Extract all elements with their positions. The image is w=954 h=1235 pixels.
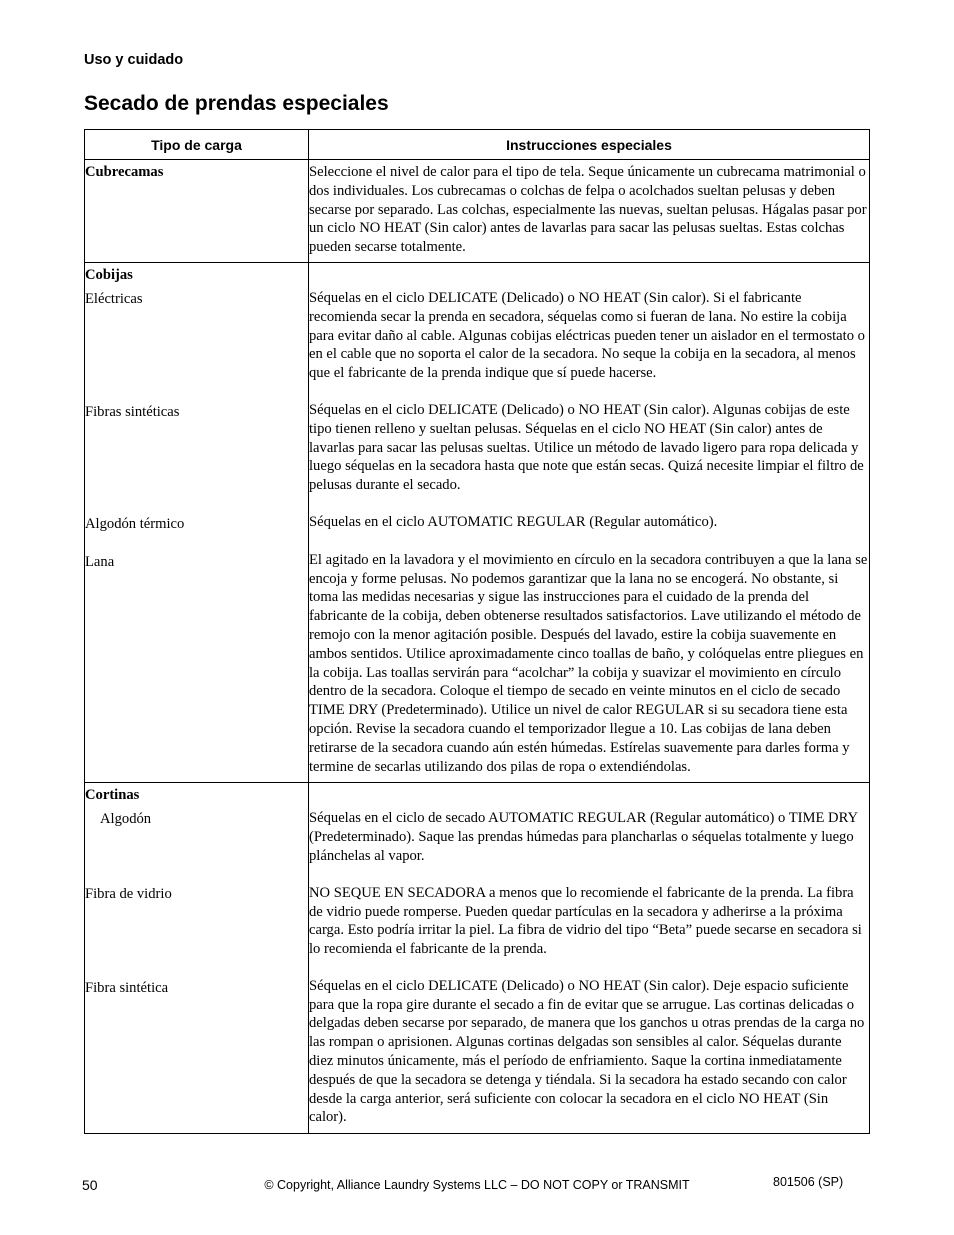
load-type-cell (85, 262, 309, 782)
load-type-synthetic-fiber: Fibras sintéticas (85, 403, 180, 420)
table-row (85, 160, 870, 263)
special-items-table (84, 129, 870, 1134)
copyright-notice: © Copyright, Alliance Laundry Systems LLC – DO NOT COPY or TRANSMIT (264, 1178, 690, 1192)
load-type-electric: Eléctricas (85, 290, 143, 307)
section-label: Uso y cuidado (84, 52, 184, 68)
column-header-load-type: Tipo de carga (85, 130, 309, 160)
load-type-wool: Lana (85, 553, 115, 570)
document-number: 801506 (SP) (773, 1175, 844, 1189)
table-row (85, 783, 870, 1134)
page-title: Secado de prendas especiales (84, 92, 389, 115)
instructions-cell (309, 160, 870, 263)
page-number: 50 (82, 1177, 98, 1193)
load-type-thermal-cotton: Algodón térmico (85, 515, 185, 532)
instructions-thermal-cotton: Séquelas en el ciclo AUTOMATIC REGULAR (Regular automático). (309, 513, 718, 530)
instructions-synthetic: Séquelas en el ciclo DELICATE (Delicado) o NO HEAT (Sin calor). Deje espacio suficiente para que la ropa gire durante el secado a fin de evitar que se arrugue. Las cortinas delicadas o delgadas deben secarse por separado, de manera que los ganchos u otras prendas de la carga no las rompan o aprisionen. Algunas cortinas delgadas son sensibles al calor. Séquelas durante diez minutos únicamente, más el período de enfriamiento. Saque la cortina inmediatamente después de que la secadora se detenga y tiéndala. Si la secadora ha estado secando con calor desde la carga anterior, será suficiente con colocar la secadora en el ciclo NO HEAT (Sin calor). (309, 977, 865, 1126)
instructions-electric: Séquelas en el ciclo DELICATE (Delicado) o NO HEAT (Sin calor). Si el fabricante recomienda secar la prenda en secadora, séquelas como si fueran de lana. No estire la cobija para evitar daño al cable. Algunas cobijas eléctricas pueden tener un aislador en el termostato o en el cable que no soporta el calor de la secadora. No seque la cobija en la secadora, al menos que el fabricante de la prenda indique que sí puede hacerse. (309, 289, 865, 382)
load-type-cell (85, 783, 309, 1134)
group-title-curtains: Cortinas (85, 787, 140, 804)
table-row (85, 262, 870, 782)
table-header-row (85, 130, 870, 160)
column-header-instructions: Instrucciones especiales (309, 130, 870, 160)
instructions-cell (309, 262, 870, 782)
load-type-cotton: Algodón (100, 811, 152, 828)
instructions-cotton: Séquelas en el ciclo de secado AUTOMATIC REGULAR (Regular automático) o TIME DRY (Predeterminado). Saque las prendas húmedas para plancharlas o séquelas totalmente y luego plánchelas al vapor. (309, 810, 858, 864)
instructions-fiberglass: NO SEQUE EN SECADORA a menos que lo recomiende el fabricante de la prenda. La fibra de vidrio puede romperse. Pueden quedar partículas en la secadora y adherirse a la próxima carga. Esto podría irritar la piel. La fibra de vidrio del tipo “Beta” puede secarse en secadora si lo recomienda el fabricante de la prenda. (309, 884, 862, 958)
instructions-cell (309, 783, 870, 1134)
group-title-blankets: Cobijas (85, 266, 133, 283)
instructions-synthetic-fiber: Séquelas en el ciclo DELICATE (Delicado) o NO HEAT (Sin calor). Algunas cobijas de este tipo tienen relleno y sueltan pelusas. Séquelas en el ciclo NO HEAT (Sin calor) antes de lavarlas para sacar las pelusas sueltas. Utilice un método de lavado ligero para ropa delicada y luego séquelas en la secadora hasta que note que están secas. Quizá necesite limpiar el filtro de pelusas durante el secado. (309, 401, 864, 494)
load-type-synthetic: Fibra sintética (85, 980, 169, 997)
load-type-cell (85, 160, 309, 263)
instructions-wool: El agitado en la lavadora y el movimiento en círculo en la secadora contribuyen a que la lana se encoja y forme pelusas. No podemos garantizar que la lana no se encogerá. No obstante, si toma las medidas necesarias y sigue las instrucciones para el cuidado de la prenda del fabricante de la cobija, deben obtenerse resultados satisfactorios. Lave utilizando el método de remojo con la menor agitación posible. Después del lavado, estire la cobija suavemente en ambos sentidos. Utilice aproximadamente cinco toallas de baño, y colóquelas entre pliegues en la cobija. Las toallas servirán para “acolchar” la cobija y suavizar el movimiento en círculo dentro de la secadora. Coloque el tiempo de secado en veinte minutos en el ciclo de secado TIME DRY (Predeterminado). Utilice un nivel de calor REGULAR si su secadora tiene esta opción. Revise la secadora cuando el temporizador llegue a 10. Las cobijas de lana deben retirarse de la secadora cuando aún estén húmedas. Estírelas suavemente para darles forma y termine de secarlas utilizando dos pilas de ropa o extendiéndolas. (309, 551, 868, 775)
load-type-fiberglass: Fibra de vidrio (85, 886, 172, 903)
instructions-bedspreads: Seleccione el nivel de calor para el tipo de tela. Seque únicamente un cubrecama matrimonial o dos individuales. Los cubrecamas o colchas de felpa o acolchados sueltan pelusas y deben secarse por separado. Las colchas, especialmente las nuevas, sueltan pelusas. Hágalas pasar por un ciclo NO HEAT (Sin calor) antes de lavarlas para sacar las pelusas sueltas. Estas colchas pueden secarse totalmente. (309, 164, 867, 256)
load-type-bedspreads: Cubrecamas (85, 164, 164, 180)
